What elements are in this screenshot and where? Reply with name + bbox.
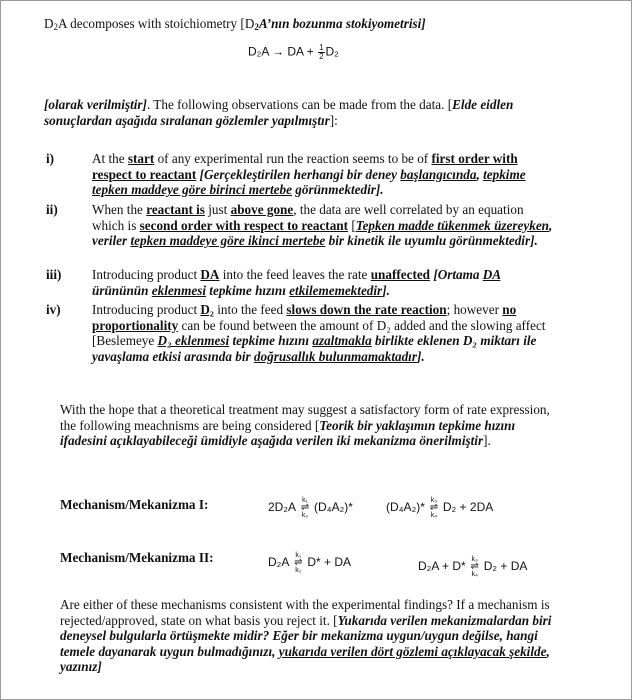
mechanism-1-label: Mechanism/Mekanizma I: (60, 497, 209, 512)
eq-lhs: D₂A (248, 44, 269, 59)
obs-number-1: i) (46, 151, 55, 166)
observation-2: When the reactant is just above gone, the data are well correlated by an equation which is second order with respect to reactant [Tepken madde tükenmek üzereyken, veriler tepken maddeye göre ikinci mertebe bir kinetik ile uyumlu görünmektedir]. (92, 202, 553, 248)
main-equation (248, 44, 339, 61)
hope-paragraph: With the hope that a theoretical treatment may suggest a satisfactory form of rate expression, the following meachnisms are being considered [Teorik bir yaklaşımın tepkime hızını ifadesini açıklayabileceği ümidiyle aşağıda verilen iki mekanizma önerilmiştir]. (60, 402, 550, 448)
observation-3: Introducing product DA into the feed leaves the rate unaffected [Ortama DA ürününün eklenmesi tepkime hızını etkilememektedir]. (92, 267, 501, 298)
mechanism-2-step-2: D₂A + D* k₃ ⇌ k₄ D₂ + DA (418, 556, 528, 578)
mechanism-1-step-2: (D₄A₂)* k₃ ⇌ k₄ D₂ + 2DA (386, 497, 494, 519)
equilibrium-arrow-icon: k₁ ⇌ k₂ (300, 497, 310, 519)
given-paragraph: [olarak verilmiştir]. The following observations can be made from the data. [Elde eidlen sonuçlardan aşağıda sıralanan gözlemler yapılmıştır]: (44, 97, 514, 128)
intro-text-c: A’nın bozunma stokiyometrisi] (258, 16, 426, 31)
intro-text-b: A decomposes with stoichiometry [D (58, 16, 255, 31)
obs-number-2: ii) (46, 202, 58, 217)
mechanism-2-label: Mechanism/Mekanizma II: (60, 550, 214, 565)
intro-text-a: D (44, 16, 54, 31)
eq-fraction: $\frac{1}{2}$ (319, 43, 324, 61)
obs-number-3: iii) (46, 267, 62, 282)
observation-1: At the start of any experimental run the reaction seems to be of first order with respect to reactant [Gerçekleştirilen herhangi bir deney başlangıcında, tepkime tepken maddeye göre birinci mertebe görünmektedir]. (92, 151, 526, 197)
equilibrium-arrow-icon: k₃ ⇌ k₄ (429, 497, 439, 519)
obs-number-4: iv) (46, 302, 61, 317)
eq-rhs-a: DA + (287, 44, 314, 59)
eq-arrow: → (272, 44, 285, 59)
question-paragraph: Are either of these mechanisms consistent with the experimental findings? If a mechanism is rejected/approved, state on what basis you reject it. [Yukarıda verilen mekanizmalardan biri deneysel bulgularla örtüşmekte midir? Eğer bir mekanizma uygun/uygun değilse, hangi temele dayanarak uygun bulmadığınızı, yukarıda verilen dört gözlemi açıklayacak şekilde, yazınız] (60, 597, 552, 674)
equilibrium-arrow-icon: k₃ ⇌ k₄ (470, 556, 479, 578)
mechanism-1-step-1: 2D₂A k₁ ⇌ k₂ (D₄A₂)* (268, 497, 353, 519)
eq-rhs-b: D₂ (325, 44, 339, 59)
intro-line: D2A decomposes with stoichiometry [D2A’nın bozunma stokiyometrisi] (44, 16, 426, 32)
mechanism-2-step-1: D₂A k₁ ⇌ k₂ D* + DA (268, 552, 352, 574)
equilibrium-arrow-icon: k₁ ⇌ k₂ (294, 552, 303, 574)
observation-4: Introducing product D₂ into the feed slows down the rate reaction; however no proportionality can be found between the amount of D₂ added and the slowing affect [Beslemeye D₂ eklenmesi tepkime hızını azaltmakla birlikte eklenen D₂ miktarı ile yavaşlama etkisi arasında bir doğrusallık bulunmamaktadır]. (92, 302, 546, 364)
